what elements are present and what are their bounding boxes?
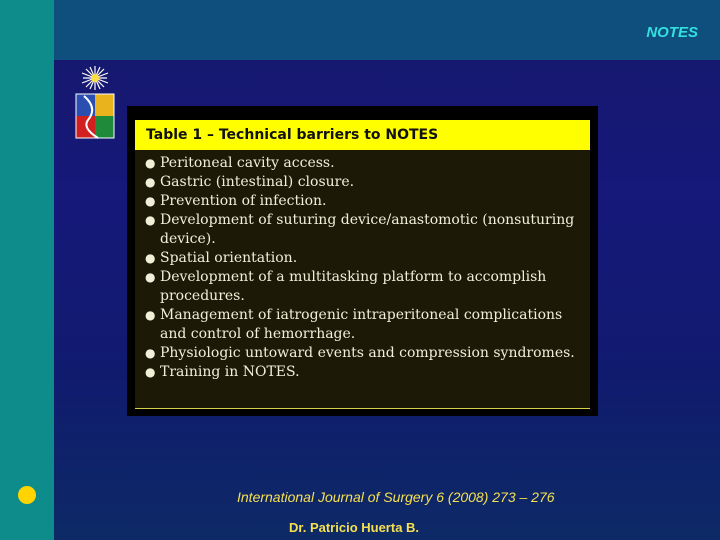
header-band xyxy=(54,0,720,60)
list-item: ● Training in NOTES. xyxy=(145,364,300,380)
list-item: ● Physiologic untoward events and compression syndromes. xyxy=(145,345,575,361)
left-sidebar-band xyxy=(0,0,54,540)
list-item: ● Peritoneal cavity access. xyxy=(145,155,335,171)
list-item: ● Gastric (intestinal) closure. xyxy=(145,174,355,190)
bullet-icon: ● xyxy=(145,365,156,379)
list-item: ● Prevention of infection. xyxy=(145,193,327,209)
list-item: ● Management of iatrogenic intraperitoneal complications and control of hemorrhage. xyxy=(145,307,563,342)
bullet-icon: ● xyxy=(145,270,156,284)
yellow-dot-icon xyxy=(18,486,36,504)
list-item: ● Development of a multitasking platform to accomplish procedures. xyxy=(145,269,547,304)
list-item: ● Spatial orientation. xyxy=(145,250,298,266)
bullet-icon: ● xyxy=(145,194,156,208)
bullet-icon: ● xyxy=(145,175,156,189)
barrier-list xyxy=(135,150,590,382)
bullet-icon: ● xyxy=(145,213,156,227)
university-crest-icon xyxy=(74,64,116,142)
slide-header-title: NOTES xyxy=(646,24,698,41)
bullet-icon: ● xyxy=(145,251,156,265)
bullet-icon: ● xyxy=(145,156,156,170)
bullet-icon: ● xyxy=(145,308,156,322)
table-heading: Table 1 – Technical barriers to NOTES xyxy=(135,120,590,150)
table-image xyxy=(127,106,598,416)
journal-citation: International Journal of Surgery 6 (2008) 273 – 276 xyxy=(237,489,555,505)
author-name: Dr. Patricio Huerta B. xyxy=(289,520,420,535)
bullet-icon: ● xyxy=(145,346,156,360)
barriers-table xyxy=(135,120,590,409)
list-item: ● Development of suturing device/anastomotic (nonsuturing device). xyxy=(145,212,575,247)
